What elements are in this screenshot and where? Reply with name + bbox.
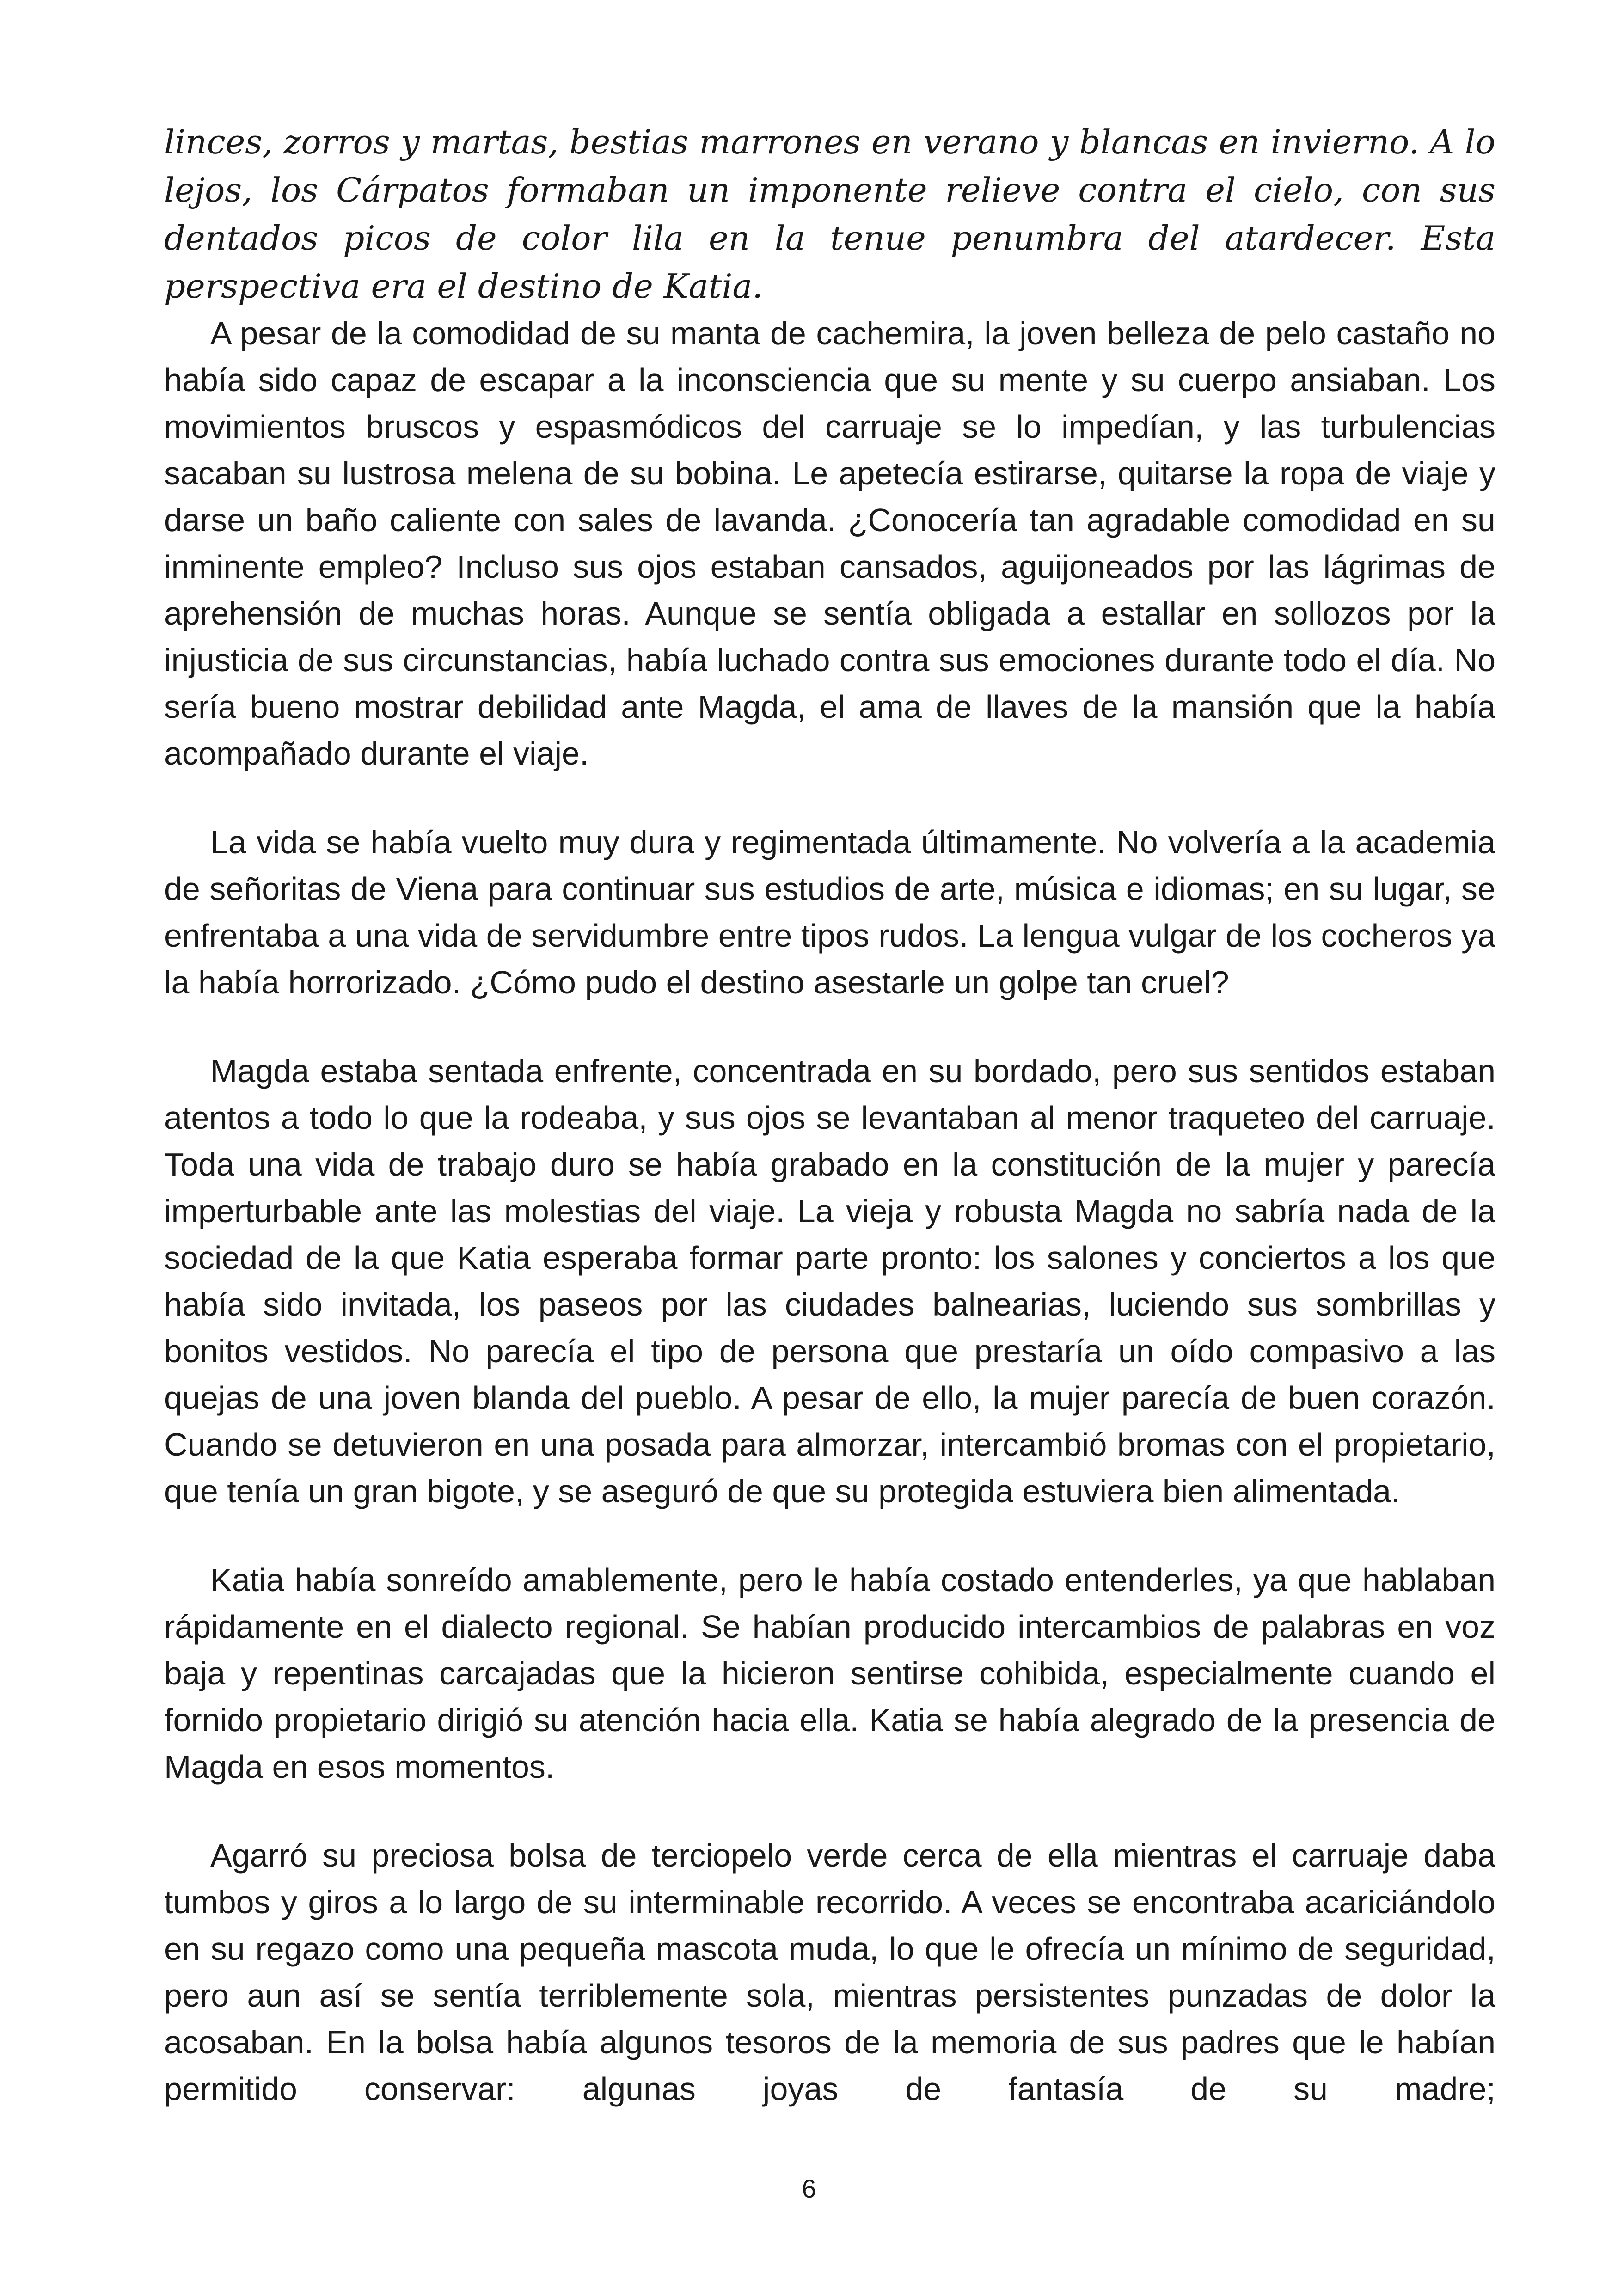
paragraph-2: La vida se había vuelto muy dura y regimentada últimamente. No volvería a la academia de señoritas de Viena para continuar sus estudios de arte, música e idiomas; en su lugar, se enfrentaba a una vida de servidumbre entre tipos rudos. La lengua vulgar de los cocheros ya la había horrorizado. ¿Cómo pudo el destino asestarle un golpe tan cruel? — [164, 824, 1495, 1000]
paragraph-5: Agarró su preciosa bolsa de terciopelo verde cerca de ella mientras el carruaje daba tumbos y giros a lo largo de su interminable recorrido. A veces se encontraba acariciándolo en su regazo como una pequeña mascota muda, lo que le ofrecía un mínimo de seguridad, pero aun así se sentía terriblemente sola, mientras persistentes punzadas de dolor la acosaban. En la bolsa había algunos tesoros de la memoria de sus padres que le habían permitido conservar: algunas joyas de fantasía de su madre; — [164, 1837, 1495, 2107]
page-body — [164, 118, 1495, 2112]
page-number: 6 — [802, 2174, 816, 2203]
paragraph-4: Katia había sonreído amablemente, pero le había costado entenderles, ya que hablaban rápidamente en el dialecto regional. Se habían producido intercambios de palabras en voz baja y repentinas carcajadas que la hicieron sentirse cohibida, especialmente cuando el fornido propietario dirigió su atención hacia ella. Katia se había alegrado de la presencia de Magda en esos momentos. — [164, 1562, 1495, 1785]
paragraph-1: A pesar de la comodidad de su manta de cachemira, la joven belleza de pelo castaño no había sido capaz de escapar a la inconsciencia que su mente y su cuerpo ansiaban. Los movimientos bruscos y espasmódicos del carruaje se lo impedían, y las turbulencias sacaban su lustrosa melena de su bobina. Le apetecía estirarse, quitarse la ropa de viaje y darse un baño caliente con sales de lavanda. ¿Conocería tan agradable comodidad en su inminente empleo? Incluso sus ojos estaban cansados, aguijoneados por las lágrimas de aprehensión de muchas horas. Aunque se sentía obligada a estallar en sollozos por la injusticia de sus circunstancias, había luchado contra sus emociones durante todo el día. No sería bueno mostrar debilidad ante Magda, el ama de llaves de la mansión que la había acompañado durante el viaje. — [164, 315, 1495, 771]
italic-passage: linces, zorros y martas, bestias marrones en verano y blancas en invierno. A lo lejos, los Cárpatos formaban un imponente relieve contra el cielo, con sus dentados picos de color lila en la tenue penumbra del atardecer. Esta perspectiva era el destino de Katia. — [164, 122, 1495, 306]
paragraph-3: Magda estaba sentada enfrente, concentrada en su bordado, pero sus sentidos estaban atentos a todo lo que la rodeaba, y sus ojos se levantaban al menor traqueteo del carruaje. Toda una vida de trabajo duro se había grabado en la constitución de la mujer y parecía imperturbable ante las molestias del viaje. La vieja y robusta Magda no sabría nada de la sociedad de la que Katia esperaba formar parte pronto: los salones y conciertos a los que había sido invitada, los paseos por las ciudades balnearias, luciendo sus sombrillas y bonitos vestidos. No parecía el tipo de persona que prestaría un oído compasivo a las quejas de una joven blanda del pueblo. A pesar de ello, la mujer parecía de buen corazón. Cuando se detuvieron en una posada para almorzar, intercambió bromas con el propietario, que tenía un gran bigote, y se aseguró de que su protegida estuviera bien alimentada. — [164, 1053, 1495, 1509]
